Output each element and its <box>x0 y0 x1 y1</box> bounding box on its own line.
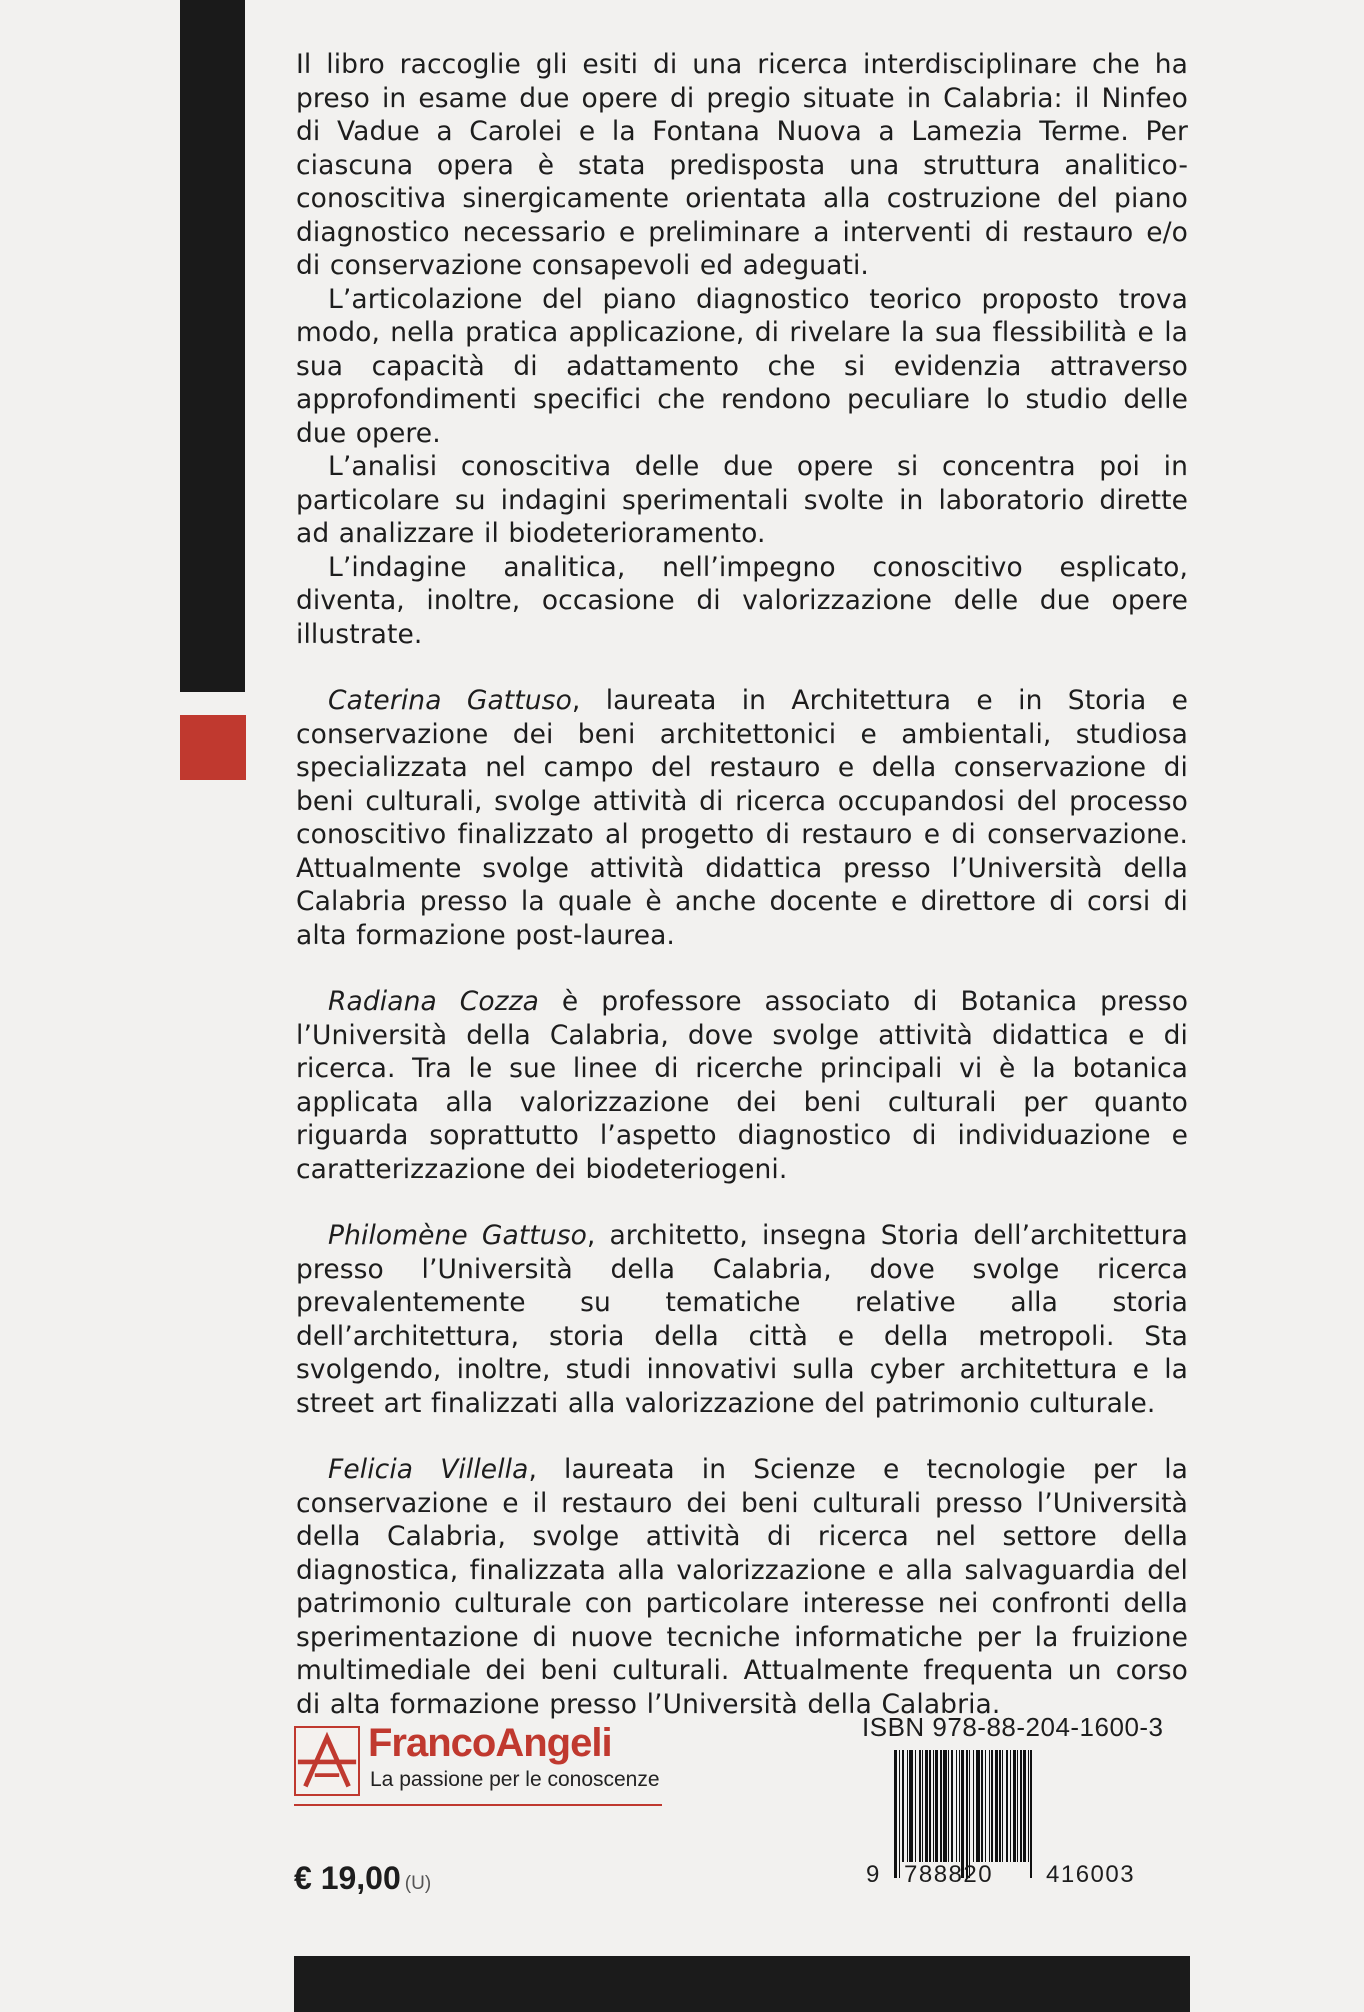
barcode-bar <box>995 1750 998 1862</box>
barcode-bar <box>925 1750 928 1862</box>
author-bio <box>296 1453 1188 1721</box>
price-code: (U) <box>404 1873 432 1894</box>
barcode-bar <box>1017 1750 1018 1862</box>
author-name: Radiana Cozza <box>328 986 539 1017</box>
publisher-divider <box>294 1804 662 1806</box>
summary-paragraph: L’indagine analitica, nell’impegno conoscitivo esplicato, diventa, inoltre, occasione di valorizzazione delle due opere illustrate. <box>296 551 1188 650</box>
author-bio-text: è professore associato di Botanica presso l’Università della Calabria, dove svolge attività didattica e di ricerca. Tra le sue linee di ricerche principali vi è la botanica applicata alla valorizzazione dei beni culturali per quanto riguarda soprattutto l’aspetto diagnostico di individuazione e caratterizzazione dei biodeteriogeni. <box>296 986 1189 1185</box>
author-bio-text: , laureata in Scienze e tecnologie per la conservazione e il restauro dei beni culturali presso l’Università della Calabria, svolge attività di ricerca nel settore della diagnostica, finalizzata alla valorizzazione e alla salvaguardia del patrimonio culturale con particolare interesse nei confronti della sperimentazione di nuove tecniche informatiche per la fruizione multimediale dei beni culturali. Attualmente frequenta un corso di alta formazione presso l’Università della Calabria. <box>296 1454 1189 1720</box>
barcode-bar <box>1028 1750 1029 1862</box>
barcode-digits-left: 788820 <box>904 1861 994 1888</box>
barcode-bar <box>1002 1750 1003 1862</box>
author-bio-text: , architetto, insegna Storia dell’architettura presso l’Università della Calabria, dove svolge ricerca prevalentemente su tematiche relative alla storia dell’architettura, storia della città e della metropoli. Sta svolgendo, inoltre, studi innovativi sulla cyber architettura e la street art finalizzati alla valorizzazione del patrimonio culturale. <box>296 1220 1188 1419</box>
author-bio-text: , laureata in Architettura e in Storia e conservazione dei beni architettonici e ambientali, studiosa specializzata nel campo del restauro e della conservazione di beni culturali, svolge attività di ricerca occupandosi del processo conoscitivo finalizzato al progetto di restauro e di conservazione. Attualmente svolge attività didattica presso l’Università della Calabria presso la quale è anche docente e direttore di corsi di alta formazione post-laurea. <box>296 685 1188 951</box>
author-name: Felicia Villella <box>328 1454 529 1485</box>
decorative-bottom-band <box>294 1956 1190 2012</box>
barcode-bar <box>989 1750 990 1862</box>
barcode-bar <box>985 1750 986 1862</box>
author-name: Philomène Gattuso <box>328 1220 587 1251</box>
summary-paragraph: Il libro raccoglie gli esiti di una ricerca interdisciplinare che ha preso in esame due opere di pregio situate in Calabria: il Ninfeo di Vadue a Carolei e la Fontana Nuova a Lamezia Terme. Per ciascuna opera è stata predisposta una struttura analitico-conoscitiva sinergicamente orientata alla costruzione del piano diagnostico necessario e preliminare a interventi di restauro e/o di conservazione consapevoli ed adeguati. <box>296 49 1188 281</box>
publisher-name: FrancoAngeli <box>368 1721 612 1765</box>
barcode-bar <box>991 1750 993 1862</box>
barcode-bar <box>976 1750 980 1862</box>
price-amount: € 19,00 <box>294 1860 401 1896</box>
barcode-bar <box>956 1750 957 1862</box>
barcode-bar <box>948 1750 949 1862</box>
barcode-bar <box>929 1750 931 1862</box>
barcode-bar <box>902 1750 904 1862</box>
barcode-bar <box>1023 1750 1026 1862</box>
barcode-bar <box>922 1750 923 1862</box>
barcode-bar <box>1010 1750 1011 1862</box>
barcode-bar <box>907 1750 908 1862</box>
barcode-bar <box>981 1750 983 1862</box>
author-name: Caterina Gattuso <box>328 685 572 716</box>
decorative-red-square <box>180 715 246 780</box>
barcode-bar <box>899 1750 900 1878</box>
barcode-bar <box>999 1750 1001 1862</box>
barcode-bar <box>961 1750 964 1878</box>
barcode-bar <box>951 1750 953 1862</box>
back-cover-text <box>296 48 1188 1721</box>
price <box>294 1860 431 1902</box>
francoangeli-logo-icon <box>294 1726 360 1796</box>
author-bio <box>296 1219 1188 1420</box>
author-bio <box>296 985 1188 1186</box>
barcode-bar <box>973 1750 974 1862</box>
publisher-logo <box>294 1722 662 1806</box>
barcode-bar <box>966 1750 968 1878</box>
author-bio <box>296 684 1188 952</box>
barcode-bar <box>940 1750 942 1862</box>
barcode-bar <box>1013 1750 1016 1862</box>
decorative-black-bar <box>180 0 245 692</box>
barcode-bar <box>1006 1750 1008 1862</box>
summary-paragraph: L’articolazione del piano diagnostico teorico proposto trova modo, nella pratica applicazione, di rivelare la sua flessibilità e la sua capacità di adattamento che si evidenzia attraverso approfondimenti specifici che rendono peculiare lo studio delle due opere. <box>296 283 1188 449</box>
barcode-bar <box>933 1750 934 1862</box>
book-summary <box>296 48 1188 651</box>
barcode-bar <box>943 1750 947 1862</box>
barcode-bar <box>909 1750 913 1862</box>
barcode-bar <box>969 1750 970 1878</box>
barcode-bar <box>935 1750 938 1862</box>
publisher-tagline: La passione per le conoscenze <box>370 1768 660 1791</box>
barcode-bar <box>1030 1750 1032 1878</box>
barcode-digit-first: 9 <box>866 1861 880 1888</box>
summary-paragraph: L’analisi conoscitiva delle due opere si concentra poi in particolare su indagini sperimentali svolte in laboratorio dirette ad analizzare il biodeterioramento. <box>296 451 1188 549</box>
barcode-bar <box>1020 1750 1022 1862</box>
isbn-label: ISBN 978-88-204-1600-3 <box>862 1712 1164 1742</box>
barcode-bar <box>919 1750 921 1862</box>
barcode-digits-right: 416003 <box>1046 1861 1136 1888</box>
barcode-bar <box>959 1750 960 1862</box>
barcode-bar <box>915 1750 916 1862</box>
barcode-bar <box>894 1750 897 1878</box>
